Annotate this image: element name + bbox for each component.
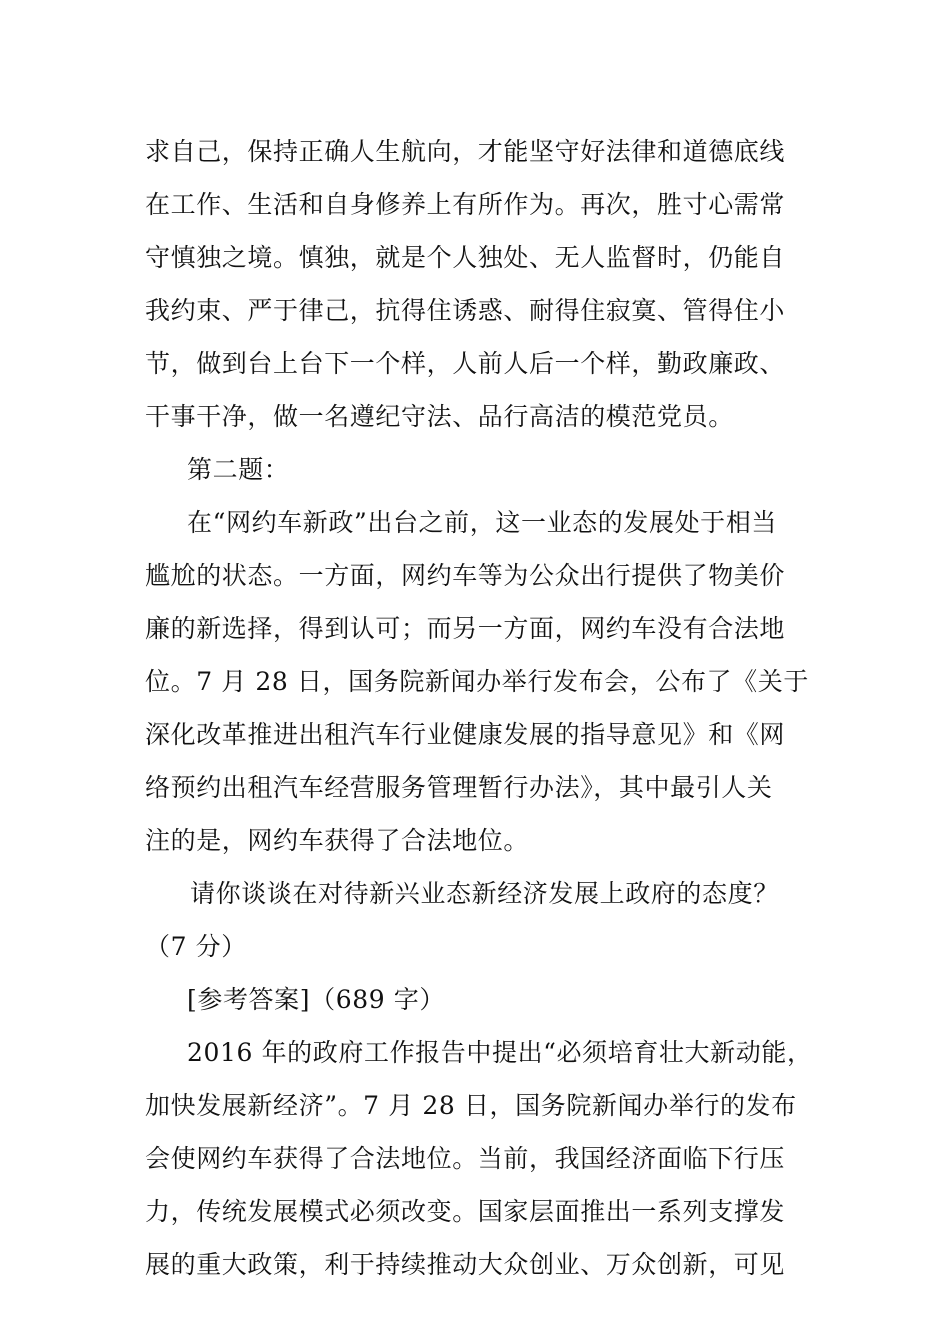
text-line: 求自己，保持正确人生航向，才能坚守好法律和道德底线 xyxy=(145,137,786,166)
text-line: 深化改革推进出租汽车行业健康发展的指导意见》和《网 xyxy=(145,720,786,749)
text-line: 络预约出租汽车经营服务管理暂行办法》，其中最引人关 xyxy=(145,773,773,802)
text-line: 注的是，网约车获得了合法地位。 xyxy=(145,826,530,855)
text-line: 我约束、严于律己，抗得住诱惑、耐得住寂寞、管得住小 xyxy=(145,296,786,325)
text-line: 在“网约车新政”出台之前，这一业态的发展处于相当 xyxy=(187,508,777,537)
text-line: 2016 年的政府工作报告中提出“必须培育壮大新动能， xyxy=(187,1038,813,1067)
text-line: 干事干净，做一名遵纪守法、品行高洁的模范党员。 xyxy=(145,402,734,431)
text-line: 会使网约车获得了合法地位。当前，我国经济面临下行压 xyxy=(145,1144,786,1173)
question-line: 请你谈谈在对待新兴业态新经济发展上政府的态度？ xyxy=(190,879,779,908)
text-line: 加快发展新经济”。7 月 28 日，国务院新闻办举行的发布 xyxy=(145,1091,797,1120)
text-line: 守慎独之境。慎独，就是个人独处、无人监督时，仍能自 xyxy=(145,243,786,272)
text-line: 廉的新选择，得到认可；而另一方面，网约车没有合法地 xyxy=(145,614,786,643)
text-line: 力，传统发展模式必须改变。国家层面推出一系列支撑发 xyxy=(145,1197,786,1226)
question-score: （7 分） xyxy=(145,932,247,961)
text-line: 展的重大政策，利于持续推动大众创业、万众创新，可见 xyxy=(145,1250,786,1279)
text-line: 在工作、生活和自身修养上有所作为。再次，胜寸心需常 xyxy=(145,190,786,219)
section-heading: 第二题： xyxy=(187,455,290,484)
answer-heading: [参考答案]（689 字） xyxy=(187,985,445,1014)
text-line: 节，做到台上台下一个样，人前人后一个样，勤政廉政、 xyxy=(145,349,786,378)
text-line: 尴尬的状态。一方面，网约车等为公众出行提供了物美价 xyxy=(145,561,786,590)
text-line: 位。7 月 28 日，国务院新闻办举行发布会，公布了《关于 xyxy=(145,667,809,696)
